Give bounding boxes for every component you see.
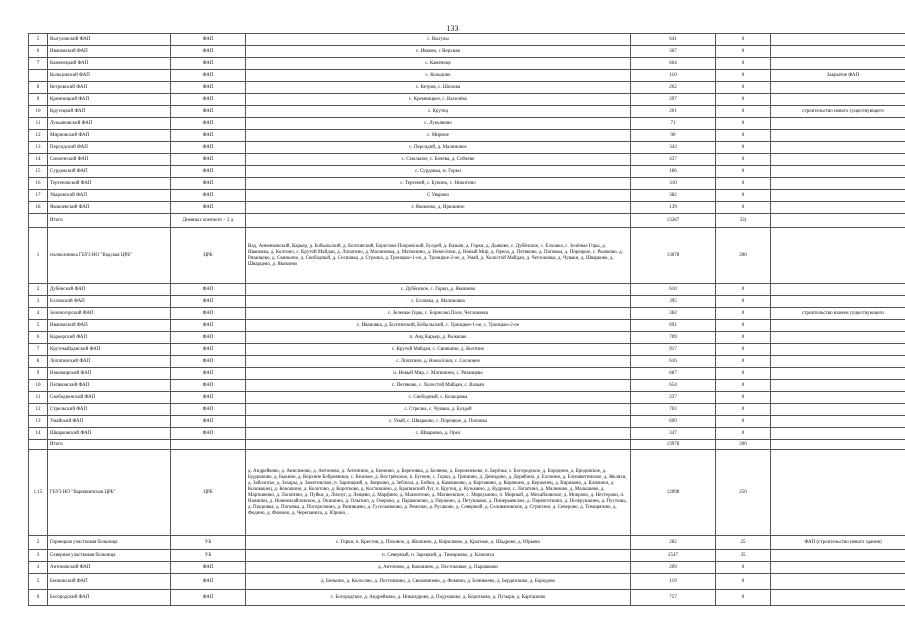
beds: 0 xyxy=(716,154,771,166)
table-row xyxy=(29,190,905,202)
row-number xyxy=(29,214,48,228)
facility-name: Выгуловский ФАП xyxy=(48,34,171,46)
served-localities: с. Смольное, с. Бочева, д. Собчево xyxy=(246,154,631,166)
population: 382 xyxy=(631,308,716,320)
facility-name: Елховский ФАП xyxy=(48,296,171,308)
page-number: 133 xyxy=(446,24,459,33)
served-localities: с. Умай, с. Шварково, с. Порецкое, д. Поповка xyxy=(246,416,631,428)
facility-type: ФАП xyxy=(171,82,246,94)
table-row xyxy=(29,296,905,308)
beds: 0 xyxy=(716,392,771,404)
beds: 0 xyxy=(716,296,771,308)
beds: 0 xyxy=(716,82,771,94)
population: 610 xyxy=(631,284,716,296)
served-localities: с. Лопатино, д. Новосёлки, с. Сосновое xyxy=(246,356,631,368)
beds: 0 xyxy=(716,308,771,320)
note xyxy=(771,368,905,380)
served-localities: с. Крутец xyxy=(246,106,631,118)
row-number: 8 xyxy=(29,356,48,368)
facility-name: Горнецкая участковая больница xyxy=(48,536,171,550)
note xyxy=(771,284,905,296)
facility-type: УБ xyxy=(171,536,246,550)
facility-name: Новомирский ФАП xyxy=(48,368,171,380)
note xyxy=(771,440,905,450)
population: 395 xyxy=(631,296,716,308)
served-localities: с. Выгулы xyxy=(246,34,631,46)
population: 119 xyxy=(631,574,716,590)
population: 310 xyxy=(631,178,716,190)
facility-type: ФАП xyxy=(171,130,246,142)
served-localities: с. Крутой Майдан, с. Свиньино, д. Колтино xyxy=(246,344,631,356)
note xyxy=(771,562,905,574)
facility-name: Каменецкий ФАП xyxy=(48,58,171,70)
total-beds: 200 xyxy=(716,440,771,450)
beds: 0 xyxy=(716,34,771,46)
facility-type: ФАП xyxy=(171,428,246,440)
table-row xyxy=(29,46,905,58)
row-number: 3 xyxy=(29,550,48,562)
facility-name: Стрельский ФАП xyxy=(48,404,171,416)
beds: 0 xyxy=(716,94,771,106)
facility-type: ФАП xyxy=(171,94,246,106)
row-number: 9 xyxy=(29,94,48,106)
table-row xyxy=(29,106,905,118)
total-label: Итого xyxy=(48,440,171,450)
served-localities: с. Сурдовка, м. Горки xyxy=(246,166,631,178)
table-row xyxy=(29,34,905,46)
note xyxy=(771,392,905,404)
table-row xyxy=(29,450,905,536)
served-localities: с. Петяково, с. Холостой Майдан, с. Вазьян xyxy=(246,380,631,392)
served-localities: д. Андрейково, д. Анисимово, д. Антоново, д. Антипино, д. Бенкино, д. Березовка, д. Беляево, д. Бережнеково, п. Берёзка, с. Богородское, д. Бородино, д. Бродовское, д. Бурдюково, д. Быкино, д. Верхние Бобровники, с. Велекое, д. Вострёнское, п. Бупоне, с. Горки, д. Гришино, д. Демидово, д. Дерябино, д. Елочино, д. Елизаветинское, д. Желяхи, д. Заболотье, д. Захары, д. Заметинское, п. Зарницкий, д. Зверково, д. Зеблиха, д. Бойки, д. Камешково, д. Картавино, д. Корякино, д. Керженец, д. Кириково, д. Ключики, д. Коловашец, д. Кокошино, д. Колотово, д. Коротково, д. Костюшино, д. Крапивский Луг, п. Крутец, д. Кузьмино, д. Кудрино, с. Лопатино, д. Малиново, д. Малышево, д. Мартьяново, д. Лопатино, д. Пуйки, д. Лихоуг, д. Лещево, д. Марфино, д. Мамонтово, д. Матвеевское, с. Меркушино, п. Мирный, д. Михайловское, д. Мокрово, д. Нестерово, п. Новинки, д. Новомихайловское, д. Окишино, д. Ольгино, д. Озерово, д. Парамоново, д. Пержино, д. Петушково, д. Пинерыевское, д. Первоготкино, д. Позерушкино, д. Пустошь, д. Покровка, д. Поповка, д. Погорелкино, д. Ранивцево, д. Гусельниково, д. Ремезки, д. Русаково, д. Северный, д. Селивановское, д. Стригино, д. Северово, д. Тимирязево, д. Федино, д. Фомино, д. Черепаниха, д. Юрино, . xyxy=(246,450,631,536)
beds: 0 xyxy=(716,70,771,82)
facility-type: ФАП xyxy=(171,344,246,356)
note: Закрытие ФАП xyxy=(771,70,905,82)
total-population: 13387 xyxy=(631,214,716,228)
table-row xyxy=(29,392,905,404)
total-type xyxy=(171,440,246,450)
note xyxy=(771,380,905,392)
table-row xyxy=(29,154,905,166)
facility-name: Шварковский ФАП xyxy=(48,428,171,440)
facility-type: ФАП xyxy=(171,574,246,590)
row-number: 5 xyxy=(29,34,48,46)
population: 664 xyxy=(631,58,716,70)
total-beds: 33) xyxy=(716,214,771,228)
beds: 0 xyxy=(716,380,771,392)
served-localities: с. Каменецк xyxy=(246,58,631,70)
table-row xyxy=(29,284,905,296)
served-localities: п. Новый Мир, с. Матюнино, с. Рязанцево xyxy=(246,368,631,380)
table-row xyxy=(29,428,905,440)
beds: 0 xyxy=(716,416,771,428)
population: 347 xyxy=(631,428,716,440)
note xyxy=(771,296,905,308)
beds: 0 xyxy=(716,404,771,416)
facility-type: ФАП xyxy=(171,106,246,118)
served-localities: с. Мирное xyxy=(246,130,631,142)
note xyxy=(771,428,905,440)
facility-name: Бенкинский ФАП xyxy=(48,574,171,590)
facility-name: ГБУЗ НО "Варнавинская ЦРБ" xyxy=(48,450,171,536)
population: 71 xyxy=(631,118,716,130)
table-row xyxy=(29,380,905,392)
facility-type: ФАП xyxy=(171,380,246,392)
facility-name: Кремницкий ФАП xyxy=(48,94,171,106)
note xyxy=(771,34,905,46)
beds: 0 xyxy=(716,332,771,344)
facility-name: Крутомайданский ФАП xyxy=(48,344,171,356)
note xyxy=(771,166,905,178)
row-number: 14 xyxy=(29,154,48,166)
beds: 0 xyxy=(716,142,771,154)
row-number: 8 xyxy=(29,82,48,94)
note xyxy=(771,320,905,332)
facility-type: ФАП xyxy=(171,142,246,154)
total-row xyxy=(29,214,905,228)
total-row xyxy=(29,440,905,450)
facility-name: Сурдовский ФАП xyxy=(48,166,171,178)
table-row xyxy=(29,356,905,368)
beds: 0 xyxy=(716,46,771,58)
table-row xyxy=(29,228,905,284)
facility-type: ФАП xyxy=(171,368,246,380)
facility-name: Дубёнский ФАП xyxy=(48,284,171,296)
population: 703 xyxy=(631,404,716,416)
population: 90 xyxy=(631,130,716,142)
beds: 0 xyxy=(716,58,771,70)
population: 2547 xyxy=(631,550,716,562)
note xyxy=(771,404,905,416)
note xyxy=(771,574,905,590)
beds: 0 xyxy=(716,356,771,368)
population: 13078 xyxy=(631,228,716,284)
row-number xyxy=(29,70,48,82)
table-row xyxy=(29,562,905,574)
beds: 0 xyxy=(716,574,771,590)
note xyxy=(771,130,905,142)
population: 262 xyxy=(631,82,716,94)
beds: 200 xyxy=(716,228,771,284)
population: 437 xyxy=(631,154,716,166)
served-localities: с. Лукьяново xyxy=(246,118,631,130)
facility-name: Зеленогорский ФАП xyxy=(48,308,171,320)
population: 282 xyxy=(631,536,716,550)
served-localities xyxy=(246,214,631,228)
note: ФАП (строительство нового здания) xyxy=(771,536,905,550)
row-number: 15 xyxy=(29,166,48,178)
row-number: 6 xyxy=(29,332,48,344)
facility-name: Умайский ФАП xyxy=(48,416,171,428)
note xyxy=(771,332,905,344)
beds: 0 xyxy=(716,202,771,214)
population: 709 xyxy=(631,332,716,344)
population: 609 xyxy=(631,416,716,428)
facility-type: ФАП xyxy=(171,590,246,606)
beds: 0 xyxy=(716,320,771,332)
facility-name: Ивановский ФАП xyxy=(48,320,171,332)
facility-type: ФАП xyxy=(171,332,246,344)
note xyxy=(771,58,905,70)
table-row xyxy=(29,308,905,320)
row-number: 6 xyxy=(29,46,48,58)
served-localities: с. Шварково, д. Орел xyxy=(246,428,631,440)
note xyxy=(771,94,905,106)
row-number: 17 xyxy=(29,190,48,202)
facility-type: ФАП xyxy=(171,562,246,574)
note xyxy=(771,550,905,562)
facility-name: Богородский ФАП xyxy=(48,590,171,606)
beds: 0 xyxy=(716,428,771,440)
facility-type: ФАП xyxy=(171,154,246,166)
row-number: 5 xyxy=(29,320,48,332)
table-row xyxy=(29,320,905,332)
population: 297 xyxy=(631,94,716,106)
facility-type: ФАП xyxy=(171,320,246,332)
population: 343 xyxy=(631,142,716,154)
served-localities: с. Дубёнское, с. Горки, д. Яковлево xyxy=(246,284,631,296)
beds: 0 xyxy=(716,190,771,202)
served-localities: с. Свободный, с. Кольцовка xyxy=(246,392,631,404)
row-number: 12 xyxy=(29,404,48,416)
population: 12098 xyxy=(631,450,716,536)
population: 186 xyxy=(631,166,716,178)
row-number: 12 xyxy=(29,130,48,142)
facility-name: Лопатинский ФАП xyxy=(48,356,171,368)
population: 110 xyxy=(631,70,716,82)
beds: 0 xyxy=(716,562,771,574)
served-localities: п. Северный, п. Зарецкий, д. Тимирково, д. Ключиха xyxy=(246,550,631,562)
served-localities: с. Горки, п. Крестов, д. Половое, д. Жилкино, д. Кирилково, д. Красные, д. Шадрово, д. Юрьево xyxy=(246,536,631,550)
row-number: 2 xyxy=(29,536,48,550)
facility-type: ФАП xyxy=(171,202,246,214)
facility-type: ФАП xyxy=(171,284,246,296)
population: 641 xyxy=(631,34,716,46)
facility-type: ФАП xyxy=(171,58,246,70)
served-localities: с. Кольцово xyxy=(246,70,631,82)
row-number: 5 xyxy=(29,574,48,590)
row-number: 1 xyxy=(29,228,48,284)
facility-type: УБ xyxy=(171,550,246,562)
note xyxy=(771,190,905,202)
served-localities: с. Персидий, д. Малиновое xyxy=(246,142,631,154)
served-localities: д. Антоново, д. Кокошино, д. Пестоковые, д. Парашково xyxy=(246,562,631,574)
note xyxy=(771,228,905,284)
served-localities: с. Стрелка, с. Чуваки, д. Булдей xyxy=(246,404,631,416)
beds: 0 xyxy=(716,178,771,190)
population: 367 xyxy=(631,46,716,58)
facility-type: ЦРБ xyxy=(171,228,246,284)
served-localities: с. Кремницкое, с. Василёво xyxy=(246,94,631,106)
table-row xyxy=(29,202,905,214)
beds: 0 xyxy=(716,590,771,606)
note xyxy=(771,214,905,228)
served-localities: с. Кетров, с. Шилова xyxy=(246,82,631,94)
facility-name: Смоленский ФАП xyxy=(48,154,171,166)
row-number: 13 xyxy=(29,142,48,154)
row-number: 1.15 xyxy=(29,450,48,536)
table-row xyxy=(29,368,905,380)
facility-name: Персидский ФАП xyxy=(48,142,171,154)
table-row xyxy=(29,118,905,130)
facility-name: Яковлевский ФАП xyxy=(48,202,171,214)
fap-table xyxy=(28,33,905,606)
note xyxy=(771,82,905,94)
row-number: 4 xyxy=(29,562,48,574)
population: 616 xyxy=(631,356,716,368)
population: 382 xyxy=(631,190,716,202)
served-localities: Вад, Анненковский, Карьер, д. Бобыльский, д. Болтинский, Борисово-Покровский, Булдей, д. Вазьян, д. Горки, д. Дьяково, с. Дубёнское, с. Елховка, с. Зелёные Горы, д. Ивановка, д. Колтино, с. Крутой Майдан, д. Лопатино, д. Малиновка, д. Матюнино, д. Новосёлки, д. Новый Мир, д. Ореол, д. Петяково, д. Поповка, д. Порецкое, с. Рыжково, д. Рязанцево, д. Свиньино, д. Свободный, д. Сосновка, д. Стрелка, д. Троицкое-1-ое, д. Троицкое-2-ое, д. Умай, д. Холостой Майдан, д. Чеглоковка, д. Чуваки, д. Шварково, д. Шварцево, д. Яковлево xyxy=(246,228,631,284)
facility-type: ЦРБ xyxy=(171,450,246,536)
facility-type: ФАП xyxy=(171,34,246,46)
note xyxy=(771,344,905,356)
note xyxy=(771,46,905,58)
table-row xyxy=(29,178,905,190)
row-number: 11 xyxy=(29,118,48,130)
population: 691 xyxy=(631,320,716,332)
note xyxy=(771,590,905,606)
facility-name: Карьерский ФАП xyxy=(48,332,171,344)
note xyxy=(771,142,905,154)
beds: 250 xyxy=(716,450,771,536)
row-number: 10 xyxy=(29,380,48,392)
row-number: 13 xyxy=(29,416,48,428)
facility-type: ФАП xyxy=(171,166,246,178)
facility-name: Северная участковая больница xyxy=(48,550,171,562)
total-label: Итого xyxy=(48,214,171,228)
served-localities: п. Анд Карьер, д. Рыжково xyxy=(246,332,631,344)
population: 917 xyxy=(631,344,716,356)
facility-name: Ивановский ФАП xyxy=(48,46,171,58)
served-localities: с. Зеленые Горы, с. Борисово Поле, Чеглоковка xyxy=(246,308,631,320)
beds: 0 xyxy=(716,106,771,118)
served-localities: с. Ивановка, д. Болтинский, Бобыльский, с. Троицкое-1-ое, с. Троицкое-2-ое xyxy=(246,320,631,332)
facility-type: ФАП xyxy=(171,118,246,130)
table-row xyxy=(29,536,905,550)
facility-name: поликлиника ГБУЗ НО "Вадская ЦРБ" xyxy=(48,228,171,284)
table-row xyxy=(29,58,905,70)
facility-name: Тертеновский ФАП xyxy=(48,178,171,190)
table-row xyxy=(29,404,905,416)
served-localities: С Уварово xyxy=(246,190,631,202)
population: 654 xyxy=(631,380,716,392)
facility-type: ФАП xyxy=(171,190,246,202)
beds: 25 xyxy=(716,536,771,550)
served-localities: г. Яковлево, д. Ирюшино xyxy=(246,202,631,214)
facility-type: ФАП xyxy=(171,356,246,368)
total-population: 13978 xyxy=(631,440,716,450)
total-type: Дневных коечного – 2 д xyxy=(171,214,246,228)
facility-name: Мирновский ФАП xyxy=(48,130,171,142)
row-number: 11 xyxy=(29,392,48,404)
facility-name: Кетровский ФАП xyxy=(48,82,171,94)
facility-name: Свободненский ФАП xyxy=(48,392,171,404)
facility-name: Крутецкий ФАП xyxy=(48,106,171,118)
population: 687 xyxy=(631,368,716,380)
served-localities: с. Елховка, д. Малиновка xyxy=(246,296,631,308)
served-localities: с. Ивково, с Верхняк xyxy=(246,46,631,58)
table-row xyxy=(29,574,905,590)
note xyxy=(771,450,905,536)
served-localities: д. Бенкино, д. Колосово, д. Постниково, д. Своковичево, д. Фомино, д. Блинкеево, д. Бердюгково, д. Бородово xyxy=(246,574,631,590)
served-localities: с. Богородское, д. Андрейково, д. Никандрово, д. Подушково, д. Коротково, д. Пузыри, д. Карташово xyxy=(246,590,631,606)
note: строительство нового существующего xyxy=(771,106,905,118)
served-localities xyxy=(246,440,631,450)
row-number xyxy=(29,440,48,450)
beds: 0 xyxy=(716,284,771,296)
facility-name: Лукьяновский ФАП xyxy=(48,118,171,130)
beds: 0 xyxy=(716,368,771,380)
facility-type: ФАП xyxy=(171,46,246,58)
note xyxy=(771,356,905,368)
table-row xyxy=(29,416,905,428)
beds: 35 xyxy=(716,550,771,562)
facility-type: ФАП xyxy=(171,404,246,416)
row-number: 10 xyxy=(29,106,48,118)
population: 237 xyxy=(631,392,716,404)
population: 201 xyxy=(631,106,716,118)
beds: 0 xyxy=(716,130,771,142)
table-row xyxy=(29,550,905,562)
row-number: 2 xyxy=(29,284,48,296)
note xyxy=(771,202,905,214)
facility-type: ФАП xyxy=(171,70,246,82)
note: строительство взамен существующего xyxy=(771,308,905,320)
note xyxy=(771,118,905,130)
served-localities: с. Тертеней, с. Букино, с. Никитино xyxy=(246,178,631,190)
row-number: 18 xyxy=(29,202,48,214)
note xyxy=(771,154,905,166)
population: 209 xyxy=(631,562,716,574)
row-number: 3 xyxy=(29,296,48,308)
table-row xyxy=(29,590,905,606)
row-number: 4 xyxy=(29,308,48,320)
table-row xyxy=(29,94,905,106)
table-row xyxy=(29,166,905,178)
beds: 0 xyxy=(716,166,771,178)
population: 757 xyxy=(631,590,716,606)
row-number: 7 xyxy=(29,58,48,70)
facility-name: Уваровский ФАП xyxy=(48,190,171,202)
table-row xyxy=(29,142,905,154)
row-number: 9 xyxy=(29,368,48,380)
facility-type: ФАП xyxy=(171,392,246,404)
table-row xyxy=(29,70,905,82)
row-number: 6 xyxy=(29,590,48,606)
table-row xyxy=(29,130,905,142)
facility-type: ФАП xyxy=(171,308,246,320)
facility-name: Антоновский ФАП xyxy=(48,562,171,574)
population: 139 xyxy=(631,202,716,214)
row-number: 7 xyxy=(29,344,48,356)
facility-type: ФАП xyxy=(171,296,246,308)
row-number: 16 xyxy=(29,178,48,190)
table-row xyxy=(29,344,905,356)
facility-type: ФАП xyxy=(171,178,246,190)
note xyxy=(771,416,905,428)
table-row xyxy=(29,82,905,94)
row-number: 14 xyxy=(29,428,48,440)
table-row xyxy=(29,332,905,344)
beds: 0 xyxy=(716,118,771,130)
facility-name: Кольцовский ФАП xyxy=(48,70,171,82)
note xyxy=(771,178,905,190)
facility-name: Петяковский ФАП xyxy=(48,380,171,392)
facility-type: ФАП xyxy=(171,416,246,428)
beds: 0 xyxy=(716,344,771,356)
